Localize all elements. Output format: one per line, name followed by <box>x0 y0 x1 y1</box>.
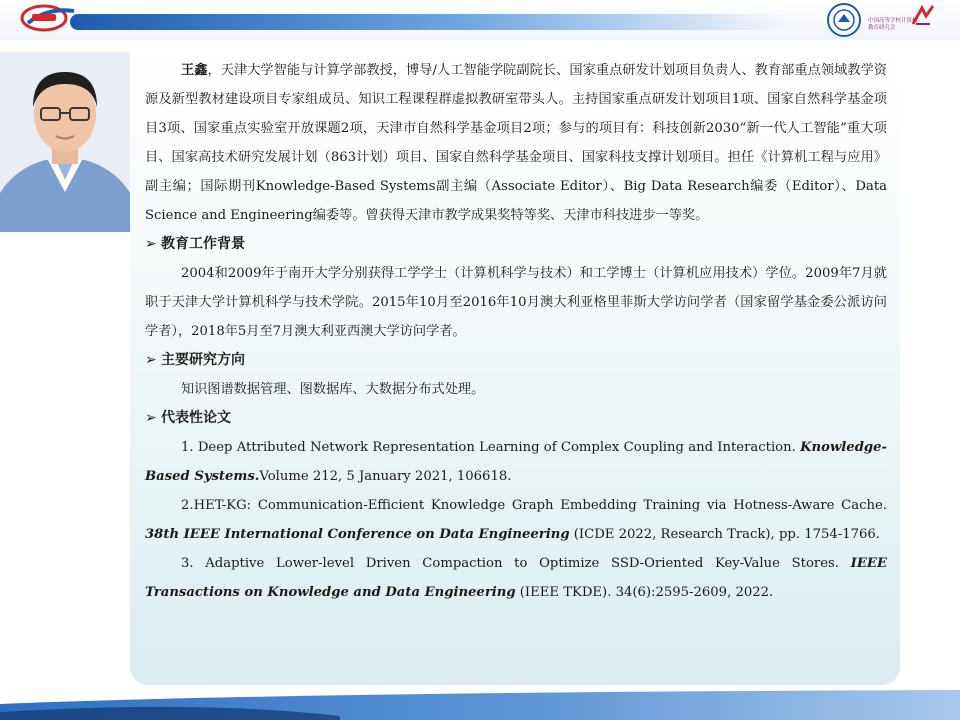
paper-tail: (ICDE 2022, Research Track), pp. 1754-1766. <box>569 527 880 542</box>
logo-right-group <box>824 2 954 38</box>
person-name: 王鑫 <box>181 63 208 78</box>
paper-tail: Volume 212, 5 January 2021, 106618. <box>259 469 512 484</box>
section-title-education: 教育工作背景 <box>161 236 245 252</box>
education-paragraph: 2004和2009年于南开大学分别获得工学学士（计算机科学与技术）和工学博士（计算机应用技术）学位。2009年7月就职于天津大学计算机科学与技术学院。2015年10月至2016年10月澳大利亚格里菲斯大学访问学者（国家留学基金委公派访问学者），2018年5月至7月澳大利亚西澳大学访问学者。 <box>145 266 887 339</box>
university-seal-icon <box>824 2 864 38</box>
paper-item <box>145 491 887 549</box>
banner-stripe <box>70 14 790 30</box>
arrow-right-icon: ➢ <box>145 236 157 252</box>
research-paragraph: 知识图谱数据管理、图数据库、大数据分布式处理。 <box>181 382 485 397</box>
paper-tail: (IEEE TKDE). 34(6):2595-2609, 2022. <box>515 585 774 600</box>
paper-lead: 2.HET-KG: Communication-Efficient Knowledge Graph Embedding Training via Hotness-Aware Cache. <box>181 498 887 513</box>
paper-venue: IEEE Transactions on Knowledge and Data Engineering <box>145 556 887 600</box>
bio-text: ，天津大学智能与计算学部教授，博导/人工智能学院副院长、国家重点研发计划项目负责人、教育部重点领域教学资源及新型教材建设项目专家组成员、知识工程课程群虚拟教研室带头人。主持国家重点研发计划项目1项、国家自然科学基金项目3项、国家重点实验室开放课题2项，天津市自然科学基金项目2项；参与的项目有：科技创新2030“新一代人工智能”重大项目、国家高技术研究发展计划（863计划）项目、国家自然科学基金项目、国家科技支撑计划项目。担任《计算机工程与应用》副主编；国际期刊Knowledge-Based Systems副主编（Associate Editor）、Big Data Research编委（Editor）、Data Science and Engineering编委等。曾获得天津市教学成果奖特等奖、天津市科技进步一等奖。 <box>145 63 887 223</box>
bottom-banner <box>0 686 960 720</box>
top-banner <box>0 0 960 40</box>
bio-content <box>145 56 887 607</box>
arrow-right-icon: ➢ <box>145 352 157 368</box>
paper-lead: 3. Adaptive Lower-level Driven Compaction to Optimize SSD-Oriented Key-Value Stores. <box>181 556 851 571</box>
portrait-photo <box>0 52 130 232</box>
section-title-research: 主要研究方向 <box>161 352 245 368</box>
paper-lead: 1. Deep Attributed Network Representation Learning of Complex Coupling and Interaction. <box>181 440 801 455</box>
arrow-right-icon: ➢ <box>145 410 157 426</box>
section-heading-research <box>145 346 887 375</box>
paper-venue: Knowledge-Based Systems. <box>145 440 887 484</box>
section-heading-papers <box>145 404 887 433</box>
paper-venue: 38th IEEE International Conference on Data Engineering <box>145 527 570 542</box>
logo-caption-line2: 教育研究会 <box>868 25 896 31</box>
section-heading-education <box>145 230 887 259</box>
school-logo-left <box>20 3 78 35</box>
logo-caption-line1: 中国高等学校计算机 <box>868 18 918 24</box>
bio-paragraph <box>145 56 887 230</box>
paper-item <box>145 433 887 491</box>
paper-item <box>145 549 887 607</box>
section-title-papers: 代表性论文 <box>161 410 231 426</box>
